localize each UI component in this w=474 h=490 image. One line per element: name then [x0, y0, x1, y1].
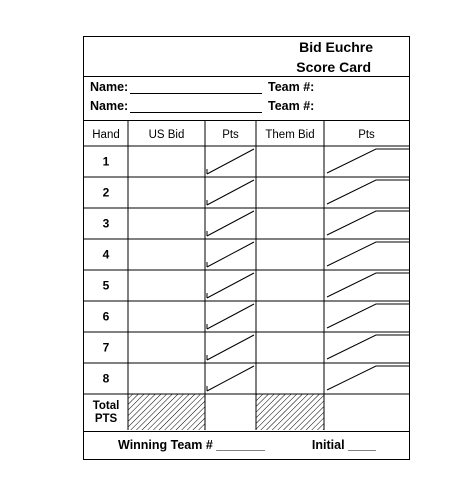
us-pts-slash — [207, 149, 254, 174]
them-pts-slash — [327, 366, 409, 390]
us-pts-slash — [207, 304, 254, 329]
column-header: Hand — [92, 129, 120, 141]
player-row-1 — [90, 80, 415, 100]
player-info — [84, 76, 409, 121]
hand-number: 5 — [102, 278, 110, 293]
footer — [84, 431, 409, 460]
winning-team-field[interactable] — [118, 438, 376, 452]
total-label: PTS — [94, 413, 118, 425]
hand-number: 4 — [102, 247, 110, 262]
hand-number: 7 — [102, 340, 110, 355]
hand-number: 6 — [102, 309, 110, 324]
us-pts-slash — [207, 242, 254, 267]
total-them-bid-hatch — [256, 394, 324, 430]
hand-number: 3 — [102, 216, 110, 231]
title-box — [84, 37, 409, 77]
team-label-2: Team #: — [268, 99, 315, 113]
them-pts-slash — [327, 242, 409, 266]
initial-label: Initial ____ — [311, 438, 376, 452]
them-pts-slash — [327, 273, 409, 297]
us-pts-slash — [207, 180, 254, 205]
hand-number: 8 — [102, 371, 110, 386]
hand-number: 2 — [102, 185, 110, 200]
total-us-bid-hatch — [128, 394, 205, 430]
name-label-2: Name: — [90, 99, 129, 113]
them-pts-slash — [327, 211, 409, 235]
name-field-2[interactable] — [130, 112, 262, 113]
column-header: Pts — [222, 129, 239, 141]
score-card — [83, 36, 410, 460]
winning-team-label: Winning Team # _______ — [118, 438, 265, 452]
column-header: Pts — [358, 129, 375, 141]
column-header: Them Bid — [265, 129, 315, 141]
card-title-line-1: Bid Euchre — [299, 39, 373, 55]
them-pts-slash — [327, 335, 409, 359]
card-title-line-2: Score Card — [296, 59, 371, 75]
them-pts-slash — [327, 304, 409, 328]
us-pts-slash — [207, 366, 254, 391]
us-pts-slash — [207, 335, 254, 360]
hand-number: 1 — [102, 154, 110, 169]
name-label-1: Name: — [90, 80, 129, 94]
team-label-1: Team #: — [268, 80, 315, 94]
score-grid — [84, 120, 409, 432]
total-label: Total — [92, 400, 120, 412]
them-pts-slash — [327, 149, 409, 173]
them-pts-slash — [327, 180, 409, 204]
player-row-2 — [90, 99, 415, 119]
column-header: US Bid — [148, 129, 185, 141]
name-field-1[interactable] — [130, 93, 262, 94]
us-pts-slash — [207, 273, 254, 298]
us-pts-slash — [207, 211, 254, 236]
